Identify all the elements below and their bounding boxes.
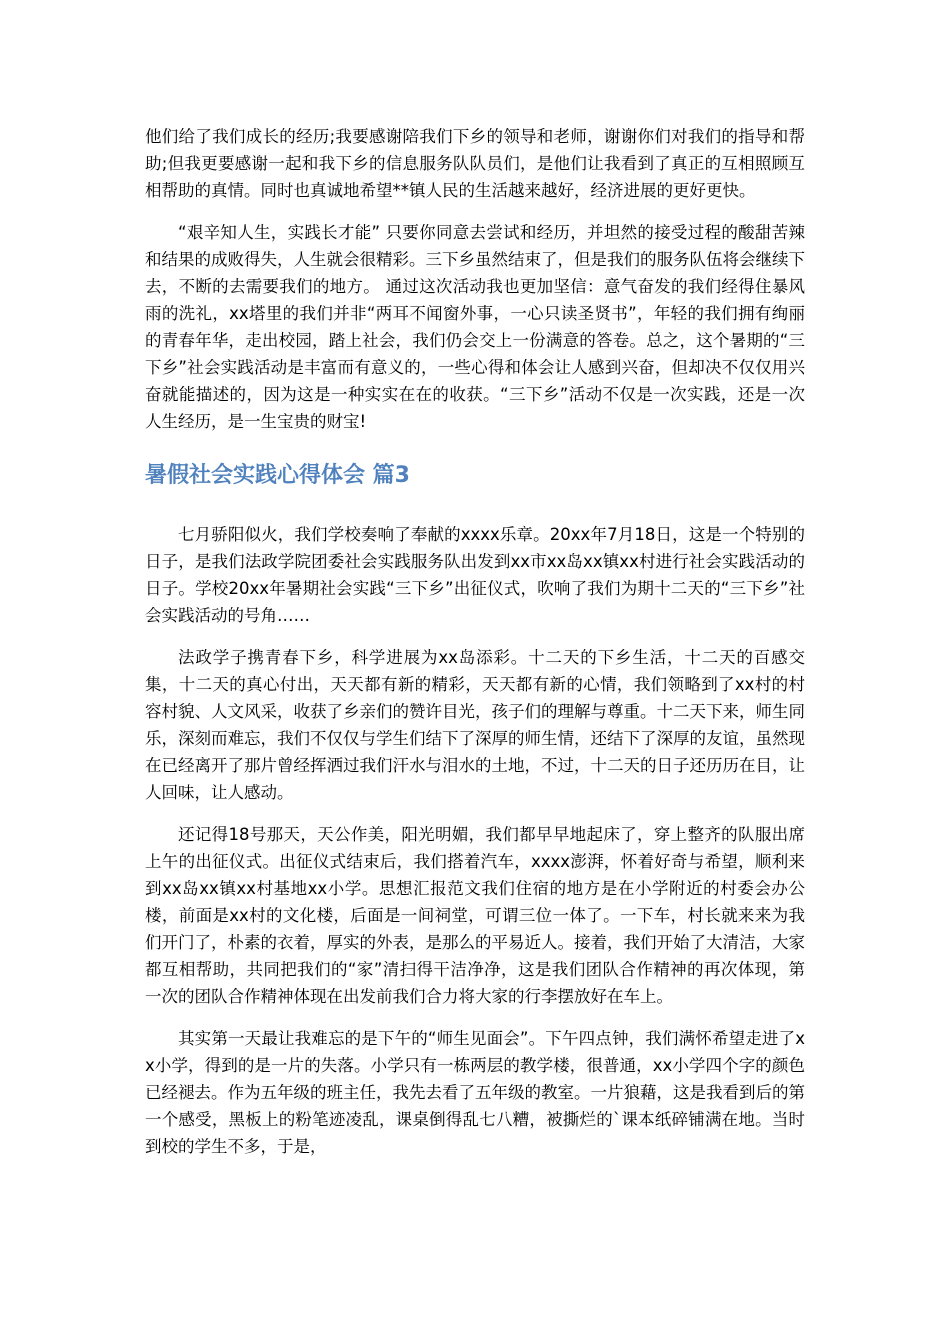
paragraph-gap [145, 1010, 805, 1025]
paragraph-hardship: “艰辛知人生，实践长才能” 只要你同意去尝试和经历，并坦然的接受过程的酸甜苦辣和结果的成败得失，人生就会很精彩。三下乡虽然结束了，但是我们的服务队伍将会继续下去，不断的去需要我们的地方。 通过这次活动我也更加坚信：意气奋发的我们经得住暴风雨的洗礼，xx塔里的我们并非“两耳不闻窗外事，一心只读圣贤书”，年轻的我们拥有绚丽的青春年华，走出校园，踏上社会，我们仍会交上一份满意的答卷。总之，这个暑期的“三下乡”社会实践活动是丰富而有意义的，一些心得和体会让人感到兴奋，但却决不仅仅用兴奋就能描述的，因为这是一种实实在在的收获。“三下乡”活动不仅是一次实践，还是一次人生经历，是一生宝贵的财宝! [145, 223, 805, 431]
paragraph-gap [145, 204, 805, 219]
paragraph-july: 七月骄阳似火，我们学校奏响了奉献的xxxx乐章。20xx年7月18日，这是一个特别的日子，是我们法政学院团委社会实践服务队出发到xx市xx岛xx镇xx村进行社会实践活动的日子。学校20xx年暑期社会实践“三下乡”出征仪式，吹响了我们为期十二天的“三下乡”社会实践活动的号角…… [145, 525, 805, 625]
paragraph-first-day: 其实第一天最让我难忘的是下午的“师生见面会”。下午四点钟，我们满怀希望走进了xx小学，得到的是一片的失落。小学只有一栋两层的教学楼，很普通，xx小学四个字的颜色已经褪去。作为五年级的班主任，我先去看了五年级的教室。一片狼藉，这是我看到后的第一个感受，黑板上的粉笔迹凌乱，课桌倒得乱七八糟，被撕烂的`课本纸碎铺满在地。当时到校的学生不多，于是， [145, 1029, 805, 1156]
paragraph-gap [145, 806, 805, 821]
paragraph-gap [145, 629, 805, 644]
paragraph-twelve-days: 法政学子携青春下乡，科学进展为xx岛添彩。十二天的下乡生活，十二天的百感交集，十二天的真心付出，天天都有新的精彩，天天都有新的心情，我们领略到了xx村的村容村貌、人文风采，收获了乡亲们的赞许目光，孩子们的理解与尊重。十二天下来，师生同乐，深刻而难忘，我们不仅仅与学生们结下了深厚的师生情，还结下了深厚的友谊，虽然现在已经离开了那片曾经挥洒过我们汗水与泪水的土地，不过，十二天的日子还历历在目，让人回味，让人感动。 [145, 648, 805, 802]
document-page [145, 123, 805, 1160]
section-heading-block [145, 461, 805, 491]
paragraph-gratitude: 他们给了我们成长的经历;我要感谢陪我们下乡的领导和老师，谢谢你们对我们的指导和帮助;但我更要感谢一起和我下乡的信息服务队队员们，是他们让我看到了真正的互相照顾互相帮助的真情。同时也真诚地希望**镇人民的生活越来越好，经济进展的更好更快。 [145, 127, 805, 200]
section-heading: 暑假社会实践心得体会 篇3 [145, 463, 410, 488]
paragraph-day-18: 还记得18号那天，天公作美，阳光明媚，我们都早早地起床了，穿上整齐的队服出席上午的出征仪式。出征仪式结束后，我们搭着汽车，xxxx澎湃，怀着好奇与希望，顺利来到xx岛xx镇xx村基地xx小学。思想汇报范文我们住宿的地方是在小学附近的村委会办公楼，前面是xx村的文化楼，后面是一间祠堂，可谓三位一体了。一下车，村长就来来为我们开门了，朴素的衣着，厚实的外表，是那么的平易近人。接着，我们开始了大清洁，大家都互相帮助，共同把我们的“家”清扫得干洁净净，这是我们团队合作精神的再次体现，第一次的团队合作精神体现在出发前我们合力将大家的行李摆放好在车上。 [145, 825, 805, 1006]
